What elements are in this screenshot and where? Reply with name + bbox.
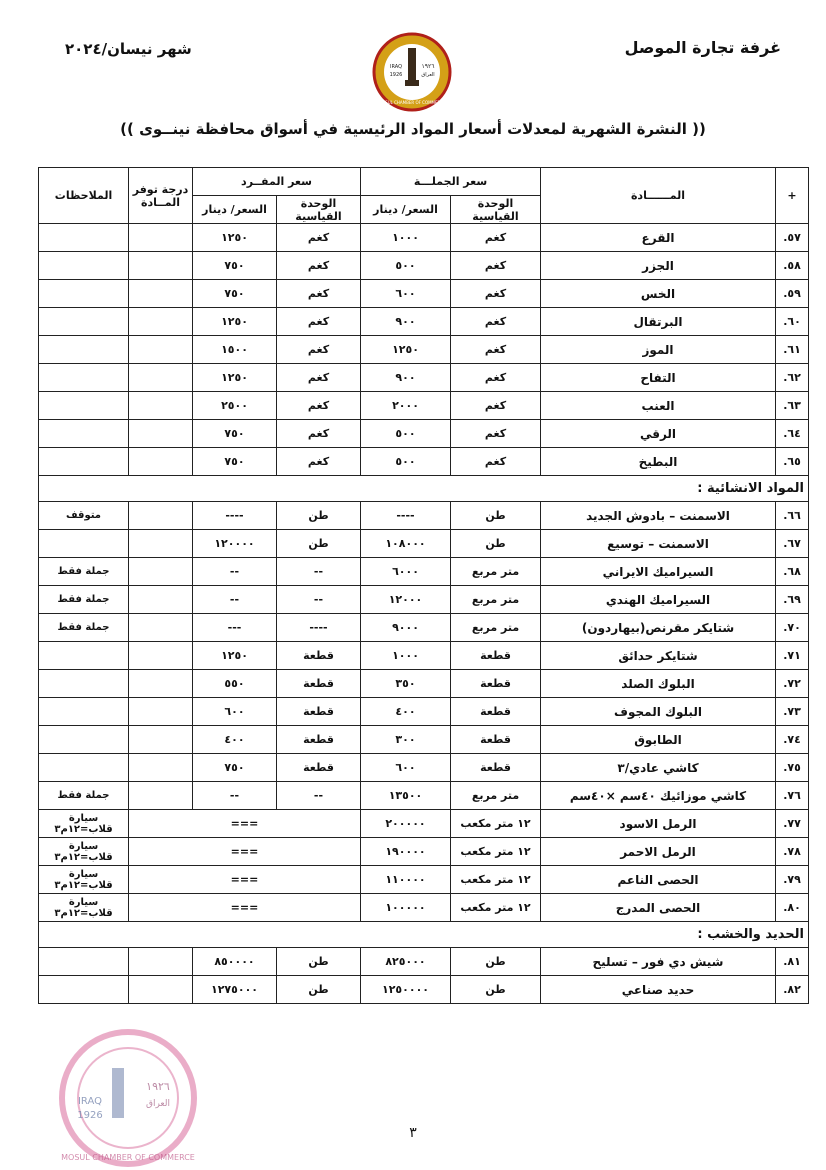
logo-ring-text: MOSUL CHAMBER OF COMMERCE — [378, 100, 446, 105]
retail-price: ١٢٥٠ — [193, 364, 277, 392]
table-row — [39, 782, 809, 810]
retail-unit: كغم — [277, 252, 361, 280]
material-name: كاشي عادي/٣ — [541, 754, 776, 782]
section-construction: المواد الانشائية : — [39, 476, 809, 502]
organization-name: غرفة تجارة الموصل — [624, 38, 781, 57]
wholesale-unit: كغم — [451, 308, 541, 336]
table-row — [39, 726, 809, 754]
wholesale-unit: قطعة — [451, 754, 541, 782]
note — [39, 726, 129, 754]
note: سيارة قلاب=١٢م٣ — [39, 810, 129, 838]
note — [39, 420, 129, 448]
row-number: .٦٦ — [776, 502, 809, 530]
note — [39, 754, 129, 782]
row-number: .٧٧ — [776, 810, 809, 838]
material-name: شتايكر مقرنص(بيهاردون) — [541, 614, 776, 642]
material-name: الموز — [541, 336, 776, 364]
wholesale-unit: طن — [451, 502, 541, 530]
page-number: ٣ — [409, 1125, 417, 1141]
availability — [129, 252, 193, 280]
wholesale-price: ١٠٨٠٠٠ — [361, 530, 451, 558]
material-name: العنب — [541, 392, 776, 420]
retail-price: ١٢٥٠ — [193, 642, 277, 670]
table-row — [39, 642, 809, 670]
row-number: .٧٣ — [776, 698, 809, 726]
note: سيارة قلاب=١٢م٣ — [39, 866, 129, 894]
row-number: .٨١ — [776, 948, 809, 976]
row-number: .٧٦ — [776, 782, 809, 810]
material-name: حديد صناعي — [541, 976, 776, 1004]
retail-price: ٧٥٠ — [193, 420, 277, 448]
note: متوقف — [39, 502, 129, 530]
retail-unit: -- — [277, 586, 361, 614]
note — [39, 336, 129, 364]
retail-price: ١٢٥٠ — [193, 308, 277, 336]
wholesale-price: ٢٠٠٠ — [361, 392, 451, 420]
wholesale-unit: طن — [451, 530, 541, 558]
wholesale-price: ٩٠٠ — [361, 364, 451, 392]
wholesale-unit: طن — [451, 948, 541, 976]
retail-price: ٤٠٠ — [193, 726, 277, 754]
retail-price: -- — [193, 558, 277, 586]
note: جملة فقط — [39, 558, 129, 586]
note — [39, 948, 129, 976]
wholesale-unit: كغم — [451, 420, 541, 448]
stamp-iraq-ar: العراق — [145, 1099, 171, 1109]
row-number: .٥٩ — [776, 280, 809, 308]
row-number: .٧٩ — [776, 866, 809, 894]
availability — [129, 336, 193, 364]
row-number: .٦٢ — [776, 364, 809, 392]
wholesale-unit: متر مربع — [451, 782, 541, 810]
row-number: .٦٣ — [776, 392, 809, 420]
wholesale-price: ١٠٠٠ — [361, 642, 451, 670]
row-number: .٥٧ — [776, 224, 809, 252]
note: سيارة قلاب=١٢م٣ — [39, 838, 129, 866]
wholesale-unit: ١٢ متر مكعب — [451, 894, 541, 922]
note — [39, 392, 129, 420]
material-name: كاشي موزائيك ٤٠سم ×٤٠سم — [541, 782, 776, 810]
retail-merged: === — [129, 866, 361, 894]
wholesale-unit: ١٢ متر مكعب — [451, 838, 541, 866]
retail-unit: قطعة — [277, 726, 361, 754]
row-number: .٧٠ — [776, 614, 809, 642]
retail-unit: كغم — [277, 224, 361, 252]
wholesale-unit: كغم — [451, 224, 541, 252]
retail-price: ٧٥٠ — [193, 252, 277, 280]
col-retail-unit: الوحدة القياسية — [277, 196, 361, 224]
retail-unit: طن — [277, 530, 361, 558]
wholesale-unit: متر مربع — [451, 586, 541, 614]
retail-price: ١٥٠٠ — [193, 336, 277, 364]
logo-iraq-en: IRAQ — [389, 64, 403, 70]
wholesale-price: ٥٠٠ — [361, 420, 451, 448]
retail-unit: طن — [277, 948, 361, 976]
wholesale-price: ٦٠٠ — [361, 754, 451, 782]
row-number: .٦١ — [776, 336, 809, 364]
retail-merged: === — [129, 894, 361, 922]
row-number: .٦٠ — [776, 308, 809, 336]
material-name: البطيخ — [541, 448, 776, 476]
availability — [129, 642, 193, 670]
wholesale-price: ٨٢٥٠٠٠ — [361, 948, 451, 976]
retail-unit: كغم — [277, 420, 361, 448]
wholesale-unit: كغم — [451, 336, 541, 364]
row-number: .٥٨ — [776, 252, 809, 280]
retail-price: ٧٥٠ — [193, 448, 277, 476]
retail-merged: === — [129, 810, 361, 838]
note — [39, 530, 129, 558]
wholesale-unit: كغم — [451, 392, 541, 420]
note: جملة فقط — [39, 586, 129, 614]
col-retail: سعر المفــرد — [193, 168, 361, 196]
retail-unit: قطعة — [277, 754, 361, 782]
retail-unit: قطعة — [277, 670, 361, 698]
wholesale-price: ٥٠٠ — [361, 252, 451, 280]
availability — [129, 530, 193, 558]
retail-unit: طن — [277, 976, 361, 1004]
retail-price: ٨٥٠٠٠٠ — [193, 948, 277, 976]
row-number: .٨٠ — [776, 894, 809, 922]
wholesale-price: ١٢٥٠٠٠٠ — [361, 976, 451, 1004]
col-wholesale-unit: الوحدة القياسية — [451, 196, 541, 224]
note — [39, 448, 129, 476]
availability — [129, 948, 193, 976]
wholesale-price: ٥٠٠ — [361, 448, 451, 476]
wholesale-unit: كغم — [451, 448, 541, 476]
wholesale-price: ١٢٥٠ — [361, 336, 451, 364]
material-name: الاسمنت – توسيع — [541, 530, 776, 558]
material-name: الجزر — [541, 252, 776, 280]
material-name: البرتقال — [541, 308, 776, 336]
note — [39, 976, 129, 1004]
wholesale-unit: ١٢ متر مكعب — [451, 810, 541, 838]
retail-price: ١٢٥٠ — [193, 224, 277, 252]
retail-price: --- — [193, 614, 277, 642]
retail-price: ٧٥٠ — [193, 754, 277, 782]
stamp-arabic-year: ١٩٢٦ — [146, 1080, 170, 1093]
material-name: الاسمنت – بادوش الجديد — [541, 502, 776, 530]
wholesale-unit: متر مربع — [451, 614, 541, 642]
wholesale-price: ---- — [361, 502, 451, 530]
table-row — [39, 586, 809, 614]
wholesale-unit: قطعة — [451, 698, 541, 726]
chamber-logo — [372, 32, 452, 112]
wholesale-price: ٦٠٠ — [361, 280, 451, 308]
retail-unit: كغم — [277, 392, 361, 420]
stamp-ring-text: MOSUL CHAMBER OF COMMERCE — [61, 1153, 195, 1162]
logo-year: 1926 — [389, 72, 403, 78]
retail-price: ١٢٧٥٠٠٠ — [193, 976, 277, 1004]
row-number: .٧٤ — [776, 726, 809, 754]
table-row — [39, 948, 809, 976]
availability — [129, 280, 193, 308]
retail-unit: -- — [277, 782, 361, 810]
col-material: المــــــادة — [541, 168, 776, 224]
retail-unit: كغم — [277, 308, 361, 336]
col-wholesale-price: السعر/ دينار — [361, 196, 451, 224]
availability — [129, 392, 193, 420]
material-name: السيراميك الايراني — [541, 558, 776, 586]
table-row — [39, 894, 809, 922]
table-row — [39, 670, 809, 698]
chamber-stamp — [38, 1020, 218, 1170]
retail-unit: كغم — [277, 448, 361, 476]
table-row — [39, 308, 809, 336]
retail-price: ٢٥٠٠ — [193, 392, 277, 420]
document-title: (( النشرة الشهرية لمعدلات أسعار المواد الرئيسية في أسواق محافظة نينــوى )) — [120, 120, 706, 138]
material-name: البلوك المجوف — [541, 698, 776, 726]
retail-unit: كغم — [277, 280, 361, 308]
table-row — [39, 336, 809, 364]
wholesale-unit: كغم — [451, 364, 541, 392]
retail-unit: طن — [277, 502, 361, 530]
wholesale-price: ٦٠٠٠ — [361, 558, 451, 586]
retail-unit: -- — [277, 558, 361, 586]
wholesale-price: ١٠٠٠٠٠ — [361, 894, 451, 922]
retail-price: ١٢٠٠٠٠ — [193, 530, 277, 558]
col-retail-price: السعر/ دينار — [193, 196, 277, 224]
row-number: .٧٥ — [776, 754, 809, 782]
material-name: الحصى المدرج — [541, 894, 776, 922]
retail-price: ٧٥٠ — [193, 280, 277, 308]
note — [39, 698, 129, 726]
wholesale-price: ١٠٠٠ — [361, 224, 451, 252]
col-notes: الملاحظات — [39, 168, 129, 224]
material-name: شتايكر حدائق — [541, 642, 776, 670]
retail-unit: كغم — [277, 336, 361, 364]
note — [39, 670, 129, 698]
table-row — [39, 698, 809, 726]
wholesale-price: ١٩٠٠٠٠ — [361, 838, 451, 866]
availability — [129, 308, 193, 336]
row-number: .٧١ — [776, 642, 809, 670]
wholesale-unit: متر مربع — [451, 558, 541, 586]
row-number: .٦٩ — [776, 586, 809, 614]
table-row — [39, 838, 809, 866]
row-number: .٨٢ — [776, 976, 809, 1004]
note — [39, 280, 129, 308]
table-row — [39, 976, 809, 1004]
wholesale-price: ٩٠٠ — [361, 308, 451, 336]
table-row — [39, 280, 809, 308]
table-row — [39, 252, 809, 280]
material-name: الرمل الاحمر — [541, 838, 776, 866]
material-name: القرع — [541, 224, 776, 252]
table-row — [39, 364, 809, 392]
note — [39, 224, 129, 252]
row-number: .٦٧ — [776, 530, 809, 558]
note — [39, 308, 129, 336]
note: سيارة قلاب=١٢م٣ — [39, 894, 129, 922]
availability — [129, 754, 193, 782]
note: جملة فقط — [39, 782, 129, 810]
wholesale-price: ٢٠٠٠٠٠ — [361, 810, 451, 838]
col-availability: درجة توفر المــادة — [129, 168, 193, 224]
material-name: شيش دي فور – تسليح — [541, 948, 776, 976]
row-number: .٧٨ — [776, 838, 809, 866]
note: جملة فقط — [39, 614, 129, 642]
wholesale-price: ١٣٥٠٠ — [361, 782, 451, 810]
material-name: الرمل الاسود — [541, 810, 776, 838]
availability — [129, 670, 193, 698]
availability — [129, 224, 193, 252]
col-num: + — [776, 168, 809, 224]
stamp-iraq-en: IRAQ — [77, 1096, 103, 1107]
stamp-year: 1926 — [77, 1110, 103, 1121]
wholesale-price: ١١٠٠٠٠ — [361, 866, 451, 894]
table-row — [39, 754, 809, 782]
wholesale-price: ٤٠٠ — [361, 698, 451, 726]
retail-price: -- — [193, 782, 277, 810]
prices-table — [38, 167, 809, 1004]
material-name: الرقي — [541, 420, 776, 448]
retail-merged: === — [129, 838, 361, 866]
material-name: الحصى الناعم — [541, 866, 776, 894]
table-row — [39, 502, 809, 530]
table-row — [39, 810, 809, 838]
availability — [129, 976, 193, 1004]
row-number: .٦٥ — [776, 448, 809, 476]
table-row — [39, 530, 809, 558]
wholesale-unit: كغم — [451, 280, 541, 308]
note — [39, 252, 129, 280]
retail-price: -- — [193, 586, 277, 614]
section-steel-wood: الحديد والخشب : — [39, 922, 809, 948]
wholesale-unit: قطعة — [451, 670, 541, 698]
availability — [129, 586, 193, 614]
retail-price: ---- — [193, 502, 277, 530]
wholesale-unit: قطعة — [451, 642, 541, 670]
row-number: .٦٤ — [776, 420, 809, 448]
availability — [129, 502, 193, 530]
wholesale-price: ١٢٠٠٠ — [361, 586, 451, 614]
table-row — [39, 614, 809, 642]
retail-unit: كغم — [277, 364, 361, 392]
material-name: الخس — [541, 280, 776, 308]
table-row — [39, 558, 809, 586]
availability — [129, 614, 193, 642]
col-wholesale: سعر الجملـــة — [361, 168, 541, 196]
wholesale-price: ٣٥٠ — [361, 670, 451, 698]
material-name: الطابوق — [541, 726, 776, 754]
retail-price: ٦٠٠ — [193, 698, 277, 726]
availability — [129, 726, 193, 754]
retail-unit: ---- — [277, 614, 361, 642]
row-number: .٦٨ — [776, 558, 809, 586]
retail-unit: قطعة — [277, 642, 361, 670]
wholesale-price: ٩٠٠٠ — [361, 614, 451, 642]
wholesale-unit: ١٢ متر مكعب — [451, 866, 541, 894]
row-number: .٧٢ — [776, 670, 809, 698]
note — [39, 642, 129, 670]
report-month: شهر نيسان/٢٠٢٤ — [65, 40, 192, 58]
wholesale-unit: قطعة — [451, 726, 541, 754]
table-row — [39, 224, 809, 252]
table-row — [39, 420, 809, 448]
availability — [129, 698, 193, 726]
wholesale-unit: كغم — [451, 252, 541, 280]
wholesale-price: ٣٠٠ — [361, 726, 451, 754]
wholesale-unit: طن — [451, 976, 541, 1004]
retail-price: ٥٥٠ — [193, 670, 277, 698]
note — [39, 364, 129, 392]
table-row — [39, 392, 809, 420]
availability — [129, 448, 193, 476]
table-row — [39, 866, 809, 894]
table-row — [39, 448, 809, 476]
availability — [129, 420, 193, 448]
availability — [129, 364, 193, 392]
logo-iraq-ar: العراق — [421, 72, 435, 78]
material-name: البلوك الصلد — [541, 670, 776, 698]
availability — [129, 782, 193, 810]
material-name: التفاح — [541, 364, 776, 392]
material-name: السيراميك الهندي — [541, 586, 776, 614]
logo-arabic-year: ١٩٢٦ — [421, 63, 435, 70]
retail-unit: قطعة — [277, 698, 361, 726]
availability — [129, 558, 193, 586]
